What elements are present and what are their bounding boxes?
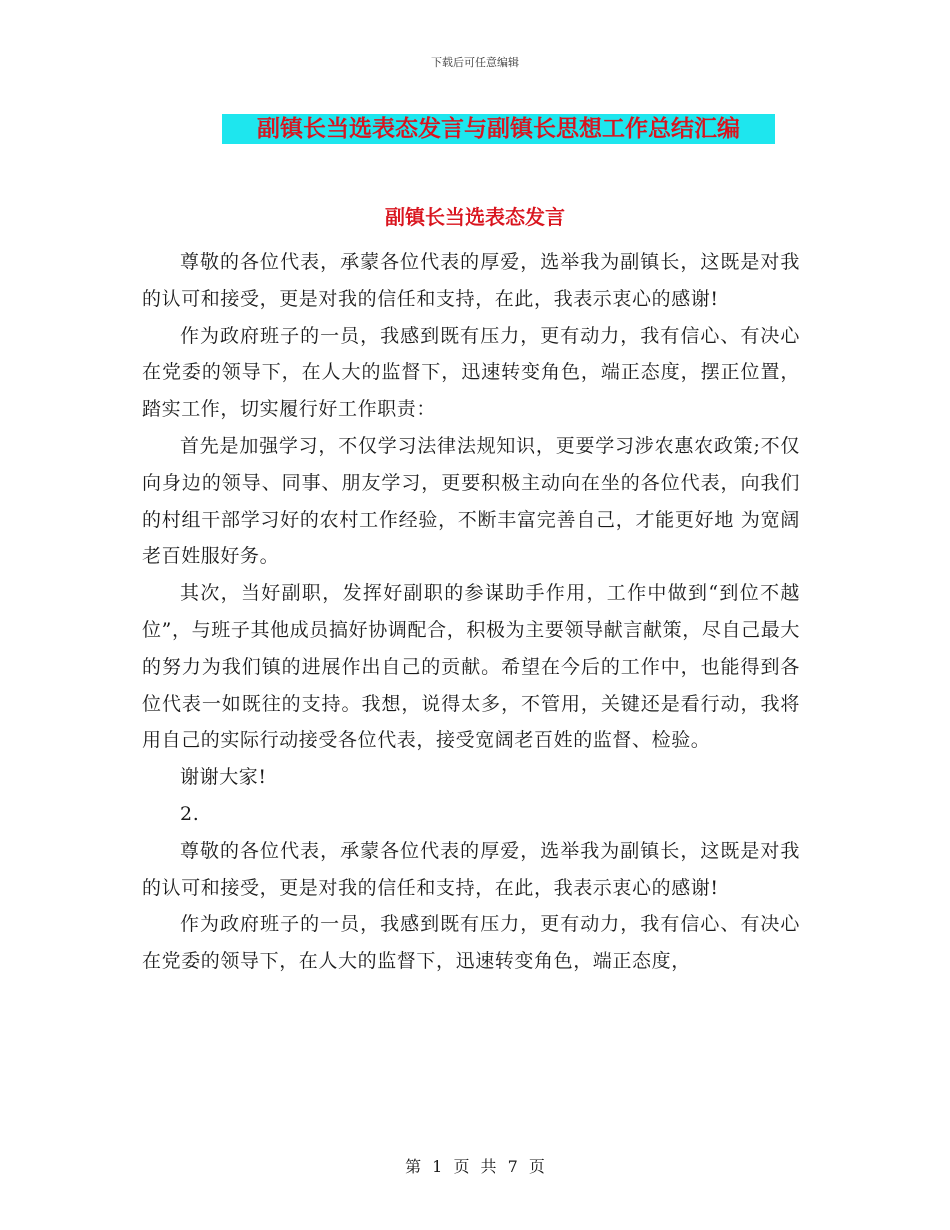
paragraph: 其次，当好副职，发挥好副职的参谋助手作用，工作中做到“到位不越位”，与班子其他成员搞好协调配合，积极为主要领导献言献策，尽自己最大的努力为我们镇的进展作出自己的贡献。希望在今后的工作中，也能得到各位代表一如既往的支持。我想，说得太多，不管用，关键还是看行动，我将用自己的实际行动接受各位代表，接受宽阔老百姓的监督、检验。 <box>142 582 800 752</box>
paragraph: 尊敬的各位代表，承蒙各位代表的厚爱，选举我为副镇长，这既是对我的认可和接受，更是对我的信任和支持，在此，我表示衷心的感谢! <box>142 251 800 310</box>
section-title: 副镇长当选表态发言 <box>385 205 565 229</box>
body-text <box>142 244 800 980</box>
paragraph: 作为政府班子的一员，我感到既有压力，更有动力，我有信心、有决心在党委的领导下，在人大的监督下，迅速转变角色，端正态度，摆正位置，踏实工作，切实履行好工作职责： <box>142 324 800 421</box>
paragraph: 首先是加强学习，不仅学习法律法规知识，更要学习涉农惠农政策;不仅向身边的领导、同事、朋友学习，更要积极主动向在坐的各位代表，向我们的村组干部学习好的农村工作经验，不断丰富完善自己，才能更好地 为宽阔老百姓服好务。 <box>142 434 800 568</box>
page-footer: 第 1 页 共 7 页 <box>405 1157 545 1176</box>
header-note: 下载后可任意编辑 <box>431 56 519 69</box>
paragraph: 作为政府班子的一员，我感到既有压力，更有动力，我有信心、有决心在党委的领导下，在人大的监督下，迅速转变角色，端正态度， <box>142 913 800 973</box>
paragraph: 尊敬的各位代表，承蒙各位代表的厚爱，选举我为副镇长，这既是对我的认可和接受，更是对我的信任和支持，在此，我表示衷心的感谢! <box>142 839 800 899</box>
document-title: 副镇长当选表态发言与副镇长思想工作总结汇编 <box>222 114 775 144</box>
paragraph: 2. <box>180 802 200 825</box>
paragraph: 谢谢大家! <box>180 766 267 789</box>
